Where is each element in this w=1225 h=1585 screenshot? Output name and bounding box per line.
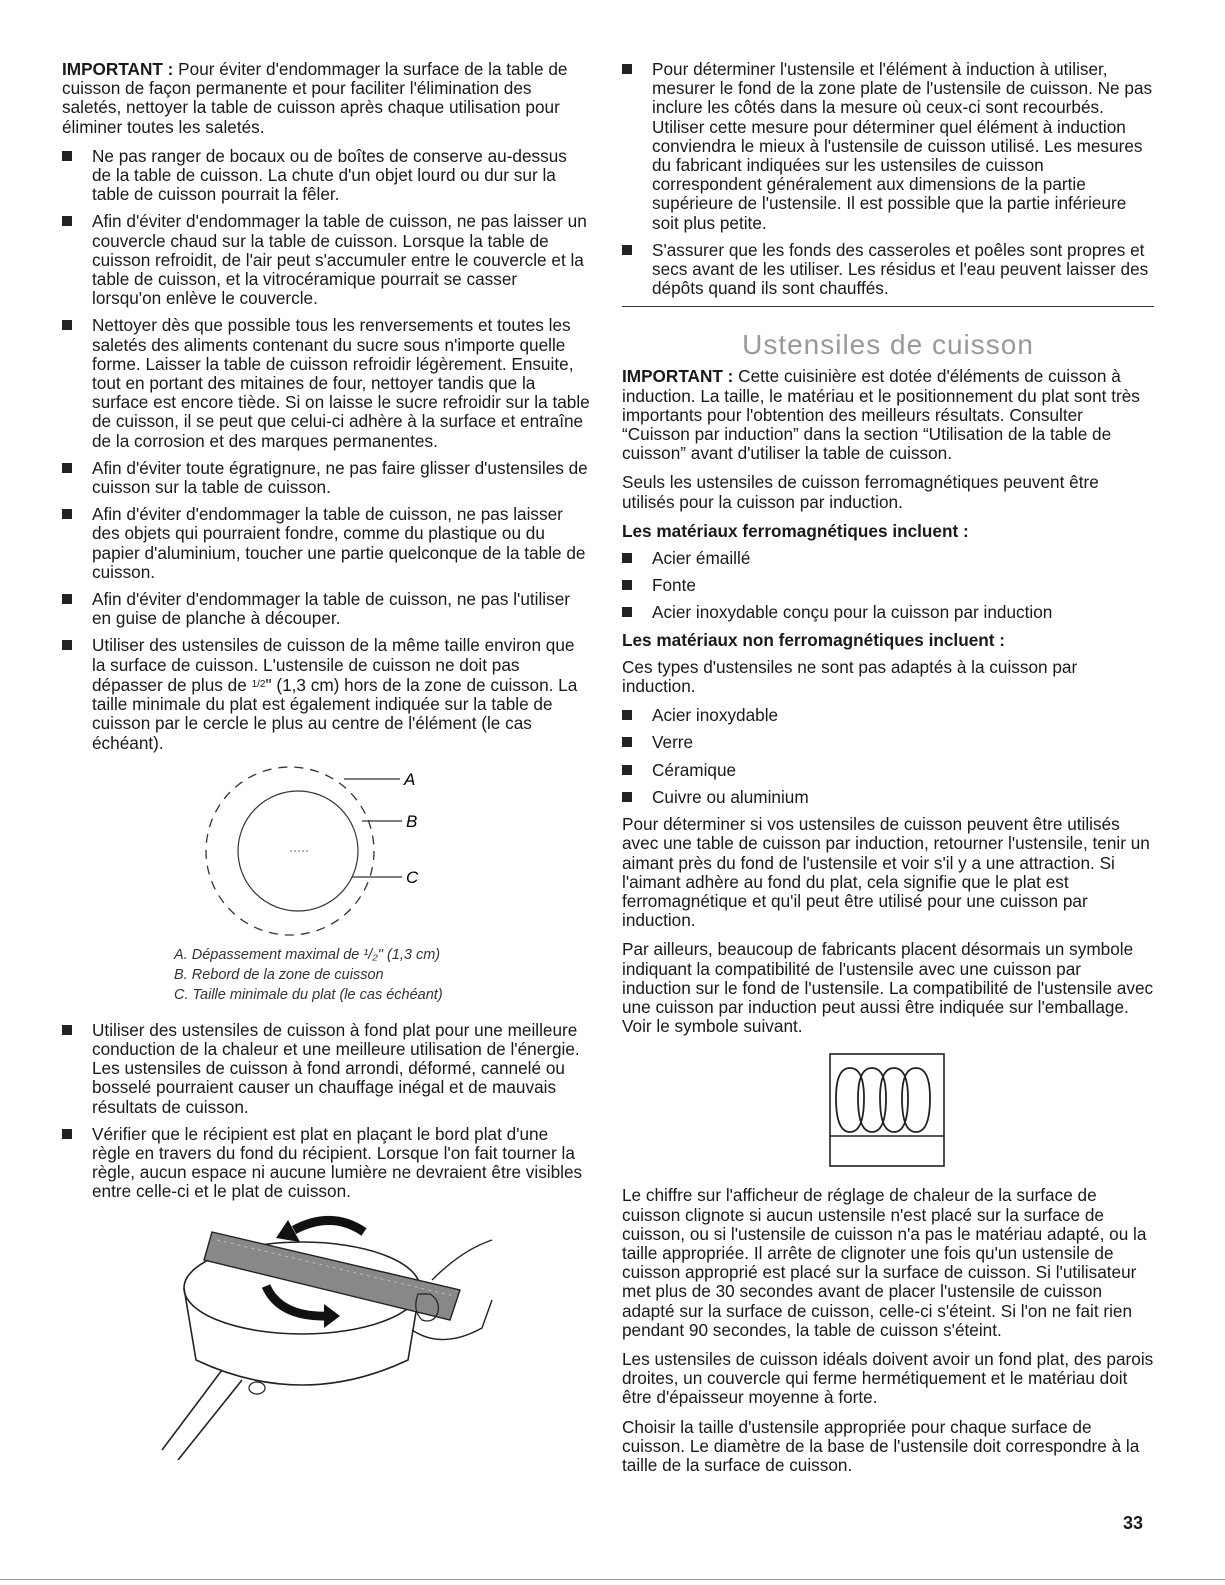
list-item: Afin d'éviter d'endommager la table de cuisson, ne pas laisser un couvercle chaud sur la table de cuisson. Lorsque la table de cuisson refroidit, de l'air peut s'accumuler entre le couvercle et la table de cuisson, et la vitrocéramique pourrait se casser lorsqu'on enlève le couvercle.	[62, 212, 590, 308]
bullet-icon	[622, 245, 632, 255]
bullet-icon	[62, 463, 72, 473]
bullet-icon	[622, 710, 632, 720]
induction-symbol-icon	[622, 1046, 1154, 1184]
bullet-icon	[622, 64, 632, 74]
list-item: Afin d'éviter d'endommager la table de cuisson, ne pas laisser des objets qui pourraient fondre, comme du plastique ou du papier d'aluminium, toucher une partie quelconque de la table de cuisson.	[62, 505, 590, 582]
label-a: A	[404, 769, 416, 789]
care-list	[62, 147, 590, 753]
size-paragraph: Choisir la taille d'ustensile appropriée pour chaque surface de cuisson. Le diamètre de la base de l'ustensile doit correspondre à la taille de la surface de cuisson.	[622, 1416, 1140, 1475]
intro-paragraph: IMPORTANT : Pour éviter d'endommager la surface de la table de cuisson de façon permanente et pour faciliter l'élimination des saletés, nettoyer la table de cuisson après chaque utilisation pour éliminer toutes les saletés.	[62, 59, 568, 137]
label-c: C	[406, 867, 419, 887]
bullet-icon	[62, 594, 72, 604]
bullet-icon	[62, 1025, 72, 1035]
list-item: Nettoyer dès que possible tous les renversements et toutes les saletés des aliments contenant du sucre sous n'importe quelle forme. Laisser la table de cuisson refroidir légèrement. Ensuite, tout en portant des mitaines de four, nettoyer tandis que la surface est encore tiède. Si on laisse le sucre refroidir sur la table de cuisson, il se peut que celui-ci adhère à la surface et entraîne de la corrosion et des marques permanentes.	[62, 316, 590, 450]
page-number: 33	[1122, 1513, 1143, 1533]
right-column	[622, 60, 1154, 1485]
bullet-icon	[62, 320, 72, 330]
important-label: IMPORTANT :	[62, 59, 174, 79]
bullet-icon	[622, 607, 632, 617]
bullet-icon	[62, 216, 72, 226]
section-title: Ustensiles de cuisson	[742, 329, 1034, 361]
ideal-paragraph: Les ustensiles de cuisson idéals doivent avoir un fond plat, des parois droites, un couvercle qui ferme hermétiquement et le matériau doit être d'épaisseur moyenne à forte.	[622, 1348, 1154, 1408]
bullet-icon	[622, 553, 632, 563]
nonferro-heading: Les matériaux non ferromagnétiques incluent :	[622, 629, 1005, 650]
nonferro-intro: Ces types d'ustensiles ne sont pas adaptés à la cuisson par induction.	[622, 656, 1078, 697]
ferro-list	[622, 549, 1154, 623]
cooking-zone-diagram	[62, 761, 590, 941]
list-item: Verre	[622, 733, 1154, 752]
bullet-icon	[62, 509, 72, 519]
list-item: Fonte	[622, 576, 1154, 595]
important-label: IMPORTANT :	[622, 366, 734, 387]
bullet-icon	[622, 580, 632, 590]
list-item: Afin d'éviter toute égratignure, ne pas faire glisser d'ustensiles de cuisson sur la table de cuisson.	[62, 459, 590, 497]
list-item: S'assurer que les fonds des casseroles et poêles sont propres et secs avant de les utiliser. Les résidus et l'eau peuvent laisser des dépôts quand ils sont chauffés.	[622, 241, 1154, 299]
bullet-icon	[622, 792, 632, 802]
bullet-icon	[62, 1129, 72, 1139]
list-item: Céramique	[622, 761, 1154, 780]
left-column	[62, 60, 590, 1460]
list-item: Afin d'éviter d'endommager la table de cuisson, ne pas l'utiliser en guise de planche à découper.	[62, 590, 590, 628]
important-paragraph: IMPORTANT : Cette cuisinière est dotée d'éléments de cuisson à induction. La taille, le matériau et le positionnement du plat sont très importants pour l'obtention des meilleurs résultats. Consulter “Cuisson par induction” dans la section “Utilisation de la table de cuisson” avant d'utiliser la table de cuisson.	[622, 366, 1140, 464]
list-item: Ne pas ranger de bocaux ou de boîtes de conserve au-dessus de la table de cuisson. La chute d'un objet lourd ou dur sur la table de cuisson pourrait la fêler.	[62, 147, 590, 205]
bottom-border	[0, 1579, 1225, 1580]
bullet-icon	[62, 640, 72, 650]
list-item: Vérifier que le récipient est plat en plaçant le bord plat d'une règle en travers du fond du récipient. Lorsque l'on fait tourner la règle, aucun espace ni aucune lumière ne devraient être visibles entre celle-ci et le plat de cuisson.	[62, 1125, 590, 1202]
nonferro-list	[622, 706, 1154, 807]
bullet-icon	[622, 765, 632, 775]
diagram-captions: A. Dépassement maximal de ¹/₂" (1,3 cm) B. Rebord de la zone de cuisson C. Taille minimale du plat (le cas échéant)	[174, 946, 443, 1003]
flatness-list	[62, 1021, 590, 1202]
symbol-paragraph: Par ailleurs, beaucoup de fabricants placent désormais un symbole indiquant la compatibilité de l'ustensile avec une cuisson par induction sur le fond de l'ustensile. La compatibilité de l'ustensile avec une cuisson par induction peut aussi être indiquée sur l'emballage. Voir le symbole suivant.	[622, 939, 1154, 1037]
seuls-paragraph: Seuls les ustensiles de cuisson ferromagnétiques peuvent être utilisés pour la cuisson par induction.	[622, 472, 1099, 512]
magnet-paragraph: Pour déterminer si vos ustensiles de cuisson peuvent être utilisés avec une table de cuisson par induction, retourner l'ustensile, tenir un aimant près du fond de l'ustensile et voir s'il y a une attraction. Si l'aimant adhère au fond du plat, cela signifie que le plat est ferromagnétique et qu'il peut être utilisé pour une cuisson par induction.	[622, 814, 1150, 931]
list-item: Acier inoxydable	[622, 706, 1154, 725]
display-paragraph: Le chiffre sur l'afficheur de réglage de chaleur de la surface de cuisson clignote si aucun ustensile n'est placé sur la surface de cuisson, ou si l'ustensile de cuisson n'a pas le matériau adapté, ou la taille appropriée. Il arrête de clignoter une fois qu'un ustensile de cuisson approprié est placé sur la surface de cuisson. Si l'utilisateur met plus de 30 secondes avant de placer l'ustensile de cuisson adapté sur la surface de cuisson, celle-ci s'éteint. Si l'on ne fait rien pendant 90 secondes, la table de cuisson s'éteint.	[622, 1185, 1147, 1340]
list-item: Pour déterminer l'ustensile et l'élément à induction à utiliser, mesurer le fond de la zone plate de l'ustensile de cuisson. Ne pas inclure les côtés dans la mesure où ceux-ci sont recourbés. Utiliser cette mesure pour déterminer quel élément à induction conviendra le mieux à l'ustensile de cuisson utilisé. Les mesures du fabricant indiquées sur les ustensiles de cuisson correspondent généralement aux dimensions de la partie supérieure de l'ustensile. Il est possible que la partie inférieure soit plus petite.	[622, 60, 1154, 233]
list-item: Utiliser des ustensiles de cuisson de la même taille environ que la surface de cuisson. L'ustensile de cuisson ne doit pas dépasser de plus de $^{1/2}$" (1,3 cm) hors de la zone de cuisson. La taille minimale du plat est également indiquée sur la table de cuisson par le cercle le plus au centre de l'élément (le cas échéant).	[62, 636, 590, 752]
bullet-icon	[62, 151, 72, 161]
label-b: B	[406, 811, 418, 831]
list-item: Acier émaillé	[622, 549, 1154, 568]
ruler-pan-illustration	[62, 1210, 590, 1460]
ferro-heading: Les matériaux ferromagnétiques incluent :	[622, 520, 969, 541]
list-item: Cuivre ou aluminium	[622, 788, 1154, 807]
list-item: Acier inoxydable conçu pour la cuisson par induction	[622, 603, 1154, 622]
bullet-icon	[622, 737, 632, 747]
section-divider	[622, 306, 1154, 307]
measurement-list	[622, 60, 1154, 298]
list-item: Utiliser des ustensiles de cuisson à fond plat pour une meilleure conduction de la chaleur et une meilleure utilisation de l'énergie. Les ustensiles de cuisson à fond arrondi, déformé, cannelé ou bosselé pourraient causer un chauffage inégal et de mauvais résultats de cuisson.	[62, 1021, 590, 1117]
